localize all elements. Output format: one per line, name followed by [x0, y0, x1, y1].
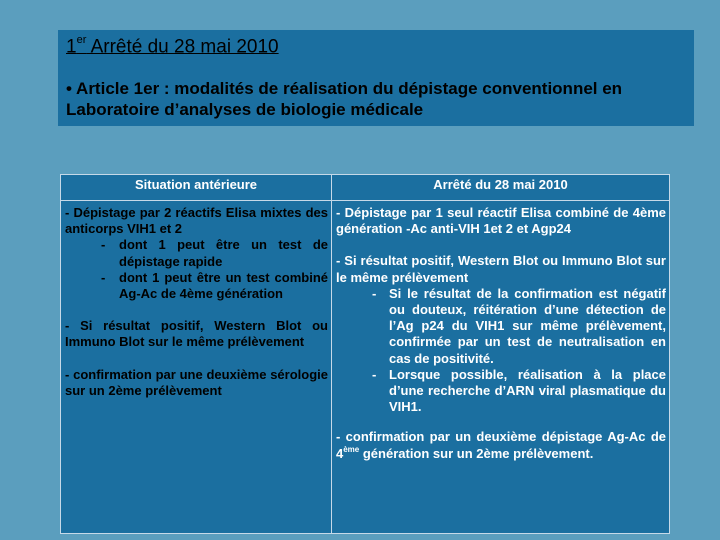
comparison-table	[60, 174, 670, 534]
previous-paragraph-1: - Dépistage par 2 réactifs Elisa mixtes des anticorps VIH1 et 2	[65, 205, 328, 237]
previous-paragraph-2: - Si résultat positif, Western Blot ou Immuno Blot sur le même prélèvement	[65, 318, 328, 350]
previous-list-item: - dont 1 peut être un test de dépistage rapide	[101, 237, 328, 269]
column-new-decree	[332, 175, 669, 533]
column-previous-situation	[61, 175, 332, 533]
new-paragraph-3: - confirmation par un deuxième dépistage Ag-Ac de 4ème génération sur un 2ème prélèvement.	[336, 429, 666, 461]
new-list-item: - Lorsque possible, réalisation à la place d’une recherche d’ARN viral plasmatique du VIH1.	[372, 366, 666, 415]
slide-header	[58, 30, 694, 126]
cell-previous	[61, 201, 331, 399]
article-heading: • Article 1er : modalités de réalisation du dépistage conventionnel en Laboratoire d’analyses de biologie médicale	[66, 79, 623, 119]
slide-title: 1er Arrêté du 28 mai 2010	[66, 34, 279, 58]
cell-new	[332, 201, 669, 464]
new-paragraph-1: - Dépistage par 1 seul réactif Elisa combiné de 4ème génération -Ac anti-VIH 1et 2 et Agp24	[336, 205, 666, 237]
new-list-item: - Si le résultat de la confirmation est négatif ou douteux, réitération d’une détection de l’Ag p24 du VIH1 sur même prélèvement, confirmée par un test de neutralisation en cas de positivité.	[372, 285, 666, 366]
column-header-previous: Situation antérieure	[61, 175, 331, 201]
new-paragraph-2: - Si résultat positif, Western Blot ou Immuno Blot sur le même prélèvement	[336, 253, 666, 285]
previous-paragraph-3: - confirmation par une deuxième sérologie sur un 2ème prélèvement	[65, 366, 328, 398]
previous-list-item: - dont 1 peut être un test combiné Ag-Ac de 4ème génération	[101, 269, 328, 302]
column-header-new: Arrêté du 28 mai 2010	[332, 175, 669, 201]
